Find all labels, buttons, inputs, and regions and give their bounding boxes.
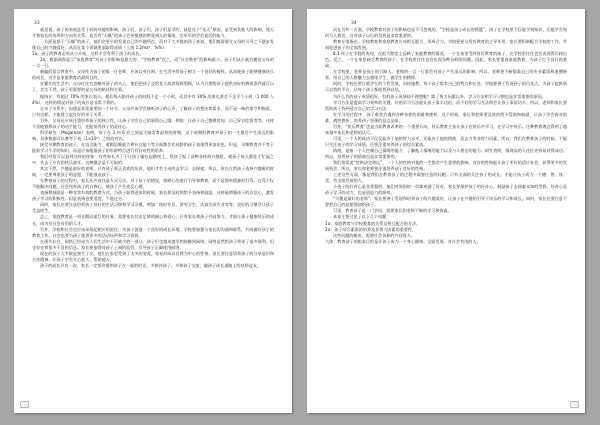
paragraph: 在亲子关系中，沟通是非常重要的一个环节。父母应该学会倾听孩子的心声，了解孩子的想法和需求，而不是一味的命令和指责。只有这样，才能建立起良好的亲子关系。: [32, 105, 274, 117]
paragraph: 同时，家长还要注意培养孩子良好的生活习惯和学习习惯。例如：按时作息、讲究卫生、认真完成作业等等。良好的习惯会让孩子受益终生。: [32, 202, 274, 214]
page-corner-icon[interactable]: [570, 401, 579, 408]
paragraph: 大体：教育孩子的根本目的是让孩子成为一个身心健康、全面发展、对社会有用的人。: [325, 238, 481, 244]
paragraph: 其实不然，兴趣是最好的老师，只有孩子真正喜欢的东西，他们才会主动的去学习、去探索。所以，家长在给孩子选择兴趣班的时候，一定要尊重孩子的意愿，不能强迫孩子。: [32, 166, 274, 178]
document-page-left: [14, 9, 292, 413]
paragraph: 现在的孩子大多数是独生子女，他们在家里受到了太多的宠爱，容易形成以自我为中心的性格。家长要注意培养孩子的分享意识和合作精神，让孩子学会关心他人、帮助他人。: [32, 250, 274, 262]
paragraph: 为什么有的孩子成绩很好，有的孩子成绩却不理想呢？除了智力因素以外，学习方法和学习习惯也是非常重要的原因。: [333, 93, 546, 99]
paragraph: 2a，根据调查显示“家庭教育”对孩子的影响是最大的，“学校教育”次之，而“社会教育”的影响最小。孩子们从小就会模仿父母的一言一行。: [32, 57, 274, 69]
paragraph: 另外，“快乐教育”也是当前教育改革的一个重要方向。快乐教育主张让孩子在快乐中学习，在学习中快乐。这种教育理念得到了越来越多家长和老师的认可。: [325, 123, 567, 135]
paragraph: 在现代社会，网络已经成为人们生活中不可缺少的一部分。孩子们也越来越早的接触到网络。网络虽然给孩子带来了很多便利，但也存在着很多不良的信息。家长要加强对孩子上网的监管，引导孩子正确使用网络。: [32, 238, 274, 250]
paragraph: 本章主要讨论了以下几个问题：: [333, 214, 391, 220]
paragraph: 我们经常可以看到这样的现象：有些家长为了不让孩子输在起跑线上，给孩子报了各种各样的兴趣班，使孩子每天都处于忙碌之中，失去了应有的快乐童年。这种做法是不可取的。: [32, 153, 274, 166]
paragraph: 上述这些方面，都是我们在教育孩子的过程中需要注意的问题。只有全面的关注孩子的成长，才能让孩子成为一个德、智、体、美、劳全面发展的人。: [325, 172, 567, 184]
paragraph: “兴趣是最好的老师”，家长要善于发现和培养孩子的兴趣爱好，让孩子在兴趣的引导下快乐的学习和成长。同时，家长还要注意不要把自己的意愿强加给孩子。: [325, 196, 567, 208]
page-number: 34: [351, 21, 357, 26]
paragraph: 接受早期教育的孩子，在语言能力、逻辑思维能力和社交能力等方面都会比同龄的孩子表现得更加出色。但是，早期教育并不等于提前学习小学的知识，而是应该根据孩子的年龄特点进行有针对性的培养。: [32, 141, 274, 153]
paragraph: 据统计，有超过 70% 的家长表示，他们每天陪伴孩子的时间不足一个小时，而其中有 30% 的家长甚至不足半个小时（1 000 人 4%）。这样的情况对孩子的成长是非常不利的。: [32, 93, 274, 105]
paragraph: 8.1 孩子在学校的表现，在很大程度上反映了家庭教育的情况。一个在家里受到良好教育的孩子，在学校里往往也会表现得比较出色。反之，一个在家里缺乏教育的孩子，在学校里往往也会出现各种各样的问题。因此，家长要重视家庭教育，为孩子打下良好的基础。: [325, 51, 567, 69]
paragraph: 2a：孩子综合素质的培养及非智力因素的重要性。: [325, 226, 417, 232]
paragraph: 同时，学校还要注重学生的个性发展，因材施教。每个孩子都有自己的特点和长处，学校要善于发现孩子的闪光点，为孩子提供展示自我的平台，让每个孩子都能找到自信。: [325, 81, 567, 93]
page-content: [325, 27, 567, 397]
paragraph: 科学研究（Megaman）表明，孩子在 3 到 6 岁之间是大脑发育最快的时期，这个时期的教育对孩子的一生都会产生深远的影响。具体数据可以参考下表（1×10⁵）之间的对比。: [32, 129, 274, 141]
paragraph: 新编的语言教育中，父母作为孩子的第一任老师，应该以身作则，在生活中给孩子树立一个良好的榜样。从而使孩子能够健康快乐的成长，这才是家庭教育的最终目的。: [32, 69, 274, 81]
paragraph: 可见，教育孩子是一门学问，需要家长和老师不断的学习和探索。: [333, 208, 452, 214]
paragraph: 在学校里，老师是孩子的引路人。老师的一言一行都会对孩子产生深远的影响。所以，老师要不断提高自己的专业素质和道德修养，用自己的人格魅力去感染学生，做学生的榜样。: [325, 69, 567, 81]
paragraph: 而在另外一方面，学校教育对孩子的影响也是不可忽视的。“学校是孩子成长的摇篮”，孩子在学校里不仅能学到知识，还能学会如何与人相处，这对孩子以后的发展是非常重要的。: [325, 27, 567, 39]
paragraph: 另外，父母还应该注重培养孩子的独立性，让孩子学会自己的事情自己做。例如：让孩子自己整理房间、自己穿衣吃饭等等。这样不仅能锻炼孩子的动手能力，还能培养孩子的责任心。: [32, 117, 274, 129]
paragraph: 就是说，孩子的表现是受于妈妈对她的影响，孩子们，孩子们，孩子们是学的，就是这个“先天”原因，是受到其他人的影响，使天才和家长的培养和方向有关系。是否有“天赋”的孩子会更敏感的察觉到人的情绪，会更早的学会说话的能力。: [32, 27, 274, 39]
document-page-right: [307, 9, 585, 413]
paragraph: 在繁忙的生活中，父母往往会忽略对孩子的关心，他们把孩子交给老人或者保姆照顾，认为只要给孩子提供良好的物质条件就可以了。其实不然，孩子更需要的是父母的陪伴和关爱。: [32, 81, 274, 93]
paragraph: 另外，学校和社会也应该承担起相应的责任，为孩子创造一个良好的成长环境。学校要加强与家长的沟通和联系，共同做好孩子的教育工作。社会也要为孩子提供更多的活动场所和学习资源。: [32, 226, 274, 238]
paragraph: 一方面是基于“天赋”的孩子，他们会更早的发现自己的兴趣所在，而对于大多数的孩子来说，他们都需要在父母的引导之下逐步发现自己的兴趣爱好，从而在某个领域里面取得成绩（上海 1.2ma²：%%）。: [32, 39, 274, 51]
page-content: [32, 27, 274, 397]
paragraph: 我们常常说“性格决定命运”，一个人的性格对他的一生都会产生重要的影响。良好的性格能让孩子更好的适应社会，获得更多的发展机会。所以，家长和老师要注重培养孩子良好的性格。: [325, 160, 567, 172]
paragraph: 可见，一个人的成功不仅仅取决于他的智力水平，还取决于他的情商、意志力等非智力因素。所以，我们在教育孩子的时候，不能只关注孩子的学习成绩，还要注重培养孩子的综合素质。: [325, 135, 567, 147]
page-number: 33: [34, 21, 40, 26]
paragraph: 总之，家庭教育是一项长期而艰巨的任务，需要家长付出足够的耐心和爱心。只有家长和孩子共同努力，才能让孩子健康快乐的成长，成为对社会有用的人才。: [32, 214, 274, 226]
paragraph: 小孩子的好奇心是非常强的，他们对周围的一切都充满了好奇。家长要保护孩子的好奇心，鼓励孩子去探索未知的世界。好奇心是孩子学习的动力，也是创造力的源泉。: [325, 184, 567, 196]
paragraph: 情商，是指一个人控制自己情绪的能力、了解他人情绪的能力以及与人相处的能力。研究表明，情商高的人往往更容易获得成功。所以，培养孩子的情商也是非常重要的。: [325, 147, 567, 159]
paragraph: 学习方法是提高学习效率的关键。好的学习方法能让孩子事半功倍，而不好的学习方法则会让孩子事倍功半。所以，老师和家长要帮助孩子找到适合自己的学习方法。: [325, 99, 567, 111]
paragraph: 1a，孩子的教育必须从小开始，这样才会有利于孩子的成长。: [32, 51, 144, 57]
paragraph: 表扬和鼓励是一种非常有效的教育方式。当孩子取得进步的时候，家长要及时的给予表扬和鼓励，这样能增强孩子的自信心，激发孩子学习的积极性。但是表扬也要适度，不能过分。: [32, 190, 274, 202]
paragraph: 教育专家指出，学校教育和家庭教育应该相互配合，形成合力。学校要充分发挥教育的主导作用，家长要积极配合学校的工作，共同促进孩子的全面发展。: [325, 39, 567, 51]
paragraph: 1a：家庭教育与学校教育的关系及相互配合的方法。: [325, 220, 421, 226]
paragraph: 孩子的成长只有一次，家长一定要珍惜和孩子在一起的时光，多陪伴孩子，多和孩子交流，做孩子成长道路上的良师益友。: [40, 262, 262, 268]
paragraph: 在学习的过程中，孩子难免会遇到各种各样的困难和挫折。这个时候，家长和老师要及时的给予帮助和鼓励，让孩子学会面对困难，战胜挫折，培养孩子坚强的意志品质。: [325, 111, 567, 123]
paragraph: 在教育孩子的过程中，家长还应该注意方式方法。对于孩子的错误，要耐心的进行引导和教育，而不是简单粗暴的打骂。打骂不仅不能解决问题，还会伤害孩子的自尊心，使孩子产生逆反心理。: [32, 178, 274, 190]
page-corner-icon[interactable]: [20, 401, 29, 408]
paragraph: 这些问题的解决，需要社会各界的共同努力。: [333, 232, 415, 238]
